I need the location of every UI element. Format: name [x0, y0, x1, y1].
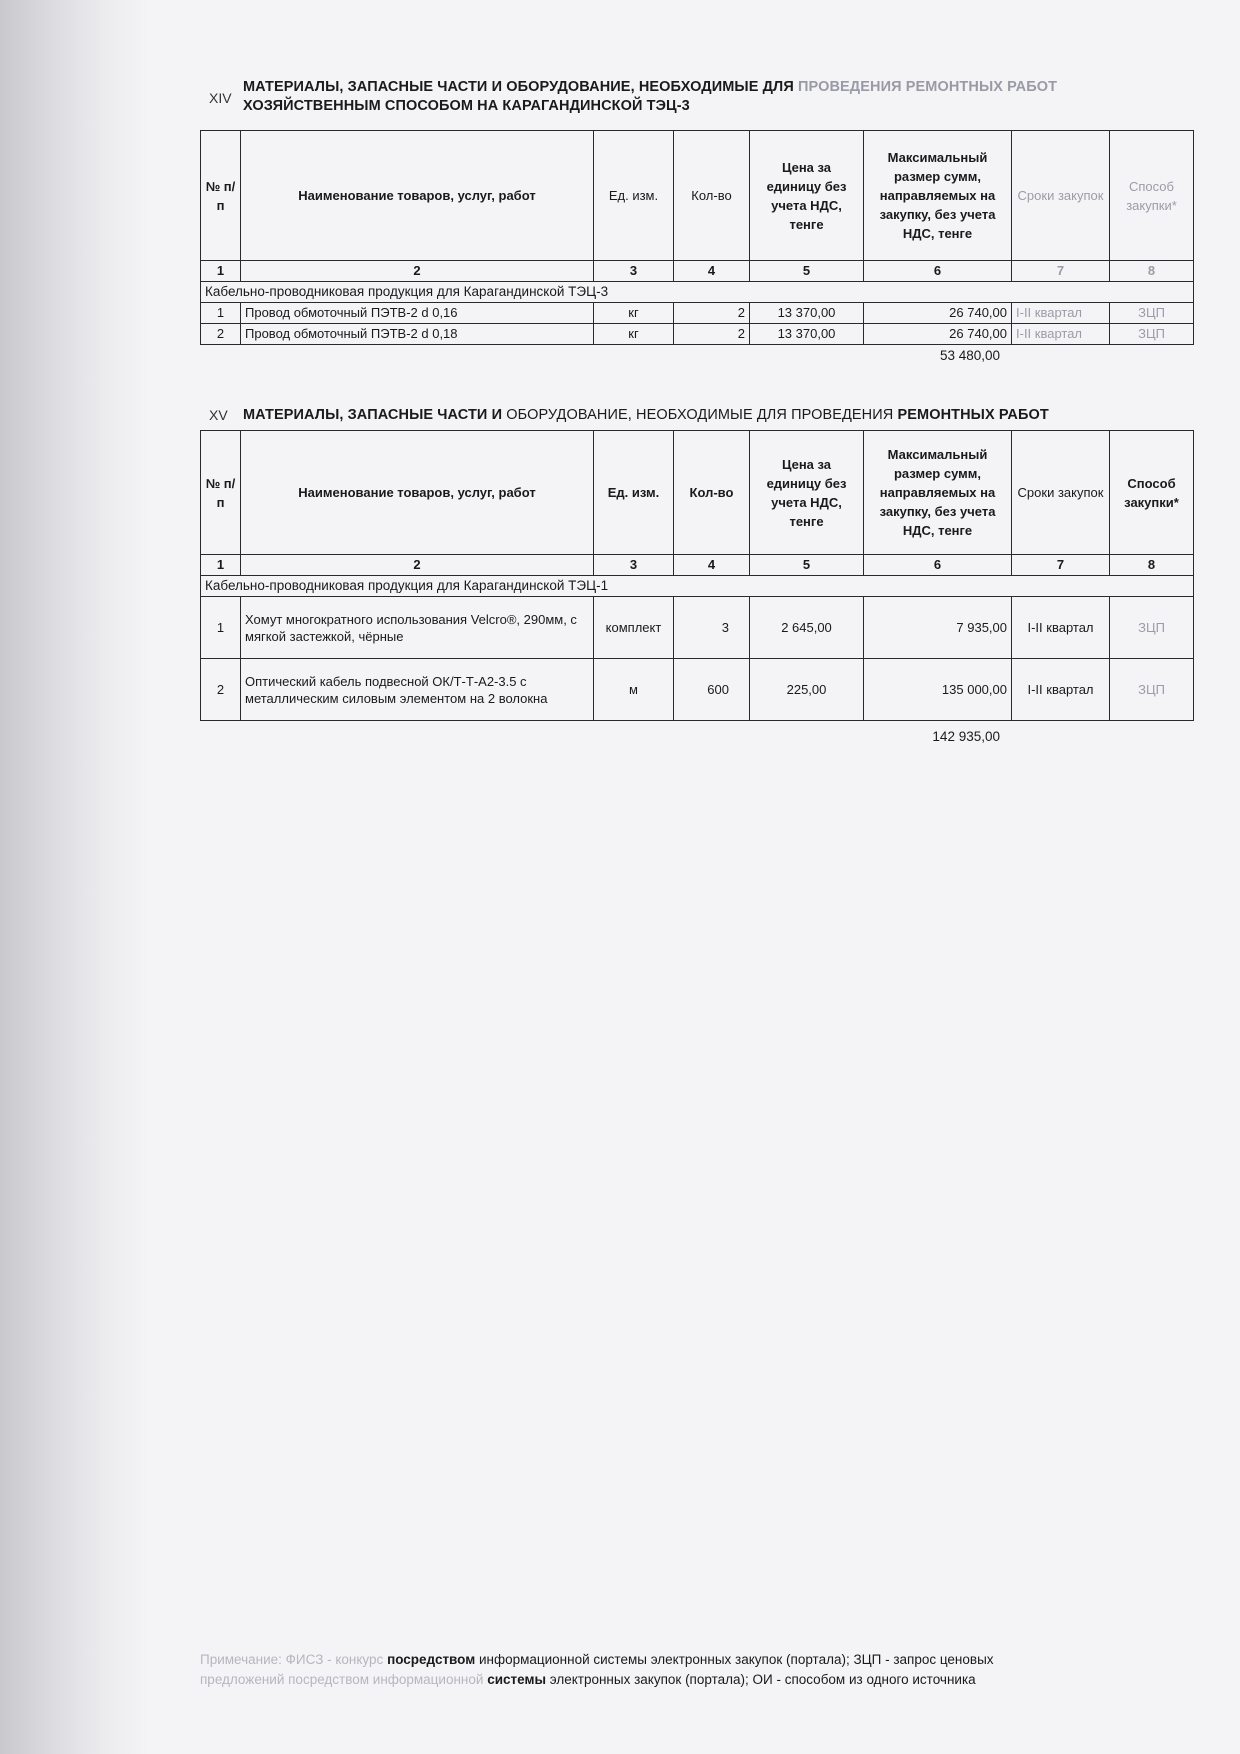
section-14-title	[243, 78, 1057, 116]
header-name: Наименование товаров, услуг, работ	[241, 431, 594, 555]
footer-line-1	[200, 1650, 1130, 1670]
section-15-table	[200, 430, 1194, 721]
header-sum: Максимальный размер сумм, направляемых на закупку, без учета НДС, тенге	[864, 131, 1012, 261]
footer-note	[200, 1650, 1130, 1690]
group-label: Кабельно-проводниковая продукция для Карагандинской ТЭЦ-3	[201, 282, 1194, 303]
cell-unit: кг	[594, 324, 674, 345]
footer-line-1-bold: посредством	[387, 1652, 476, 1667]
col-num: 6	[864, 555, 1012, 576]
section-14-title-faded: ПРОВЕДЕНИЯ РЕМОНТНЫХ РАБОТ	[797, 79, 1058, 95]
cell-method: ЗЦП	[1110, 303, 1194, 324]
col-num: 6	[864, 261, 1012, 282]
header-sum: Максимальный размер сумм, направляемых на закупку, без учета НДС, тенге	[864, 431, 1012, 555]
footer-line-2-faded: предложений посредством информационной	[200, 1672, 484, 1687]
footer-line-2	[200, 1670, 1130, 1690]
cell-qty: 2	[674, 303, 750, 324]
header-unit: Ед. изм.	[594, 431, 674, 555]
footer-line-2-bold: системы	[487, 1672, 546, 1687]
col-num: 8	[1110, 555, 1194, 576]
table-row	[201, 324, 1194, 345]
cell-price: 13 370,00	[750, 303, 864, 324]
cell-unit: комплект	[594, 597, 674, 659]
section-15-title	[243, 406, 1049, 425]
cell-method: ЗЦП	[1110, 659, 1194, 721]
header-unit: Ед. изм.	[594, 131, 674, 261]
cell-name: Хомут многократного использования Velcro®, 290мм, с мягкой застежкой, чёрные	[241, 597, 594, 659]
col-num: 1	[201, 555, 241, 576]
footer-line-2-rest: электронных закупок (портала); ОИ - способом из одного источника	[545, 1672, 976, 1687]
section-15-title-part3: РЕМОНТНЫХ РАБОТ	[897, 407, 1049, 423]
cell-unit: м	[594, 659, 674, 721]
col-num: 2	[241, 261, 594, 282]
cell-name: Провод обмоточный ПЭТВ-2 d 0,18	[241, 324, 594, 345]
cell-sum: 135 000,00	[864, 659, 1012, 721]
cell-price: 2 645,00	[750, 597, 864, 659]
section-14-title-dark: МАТЕРИАЛЫ, ЗАПАСНЫЕ ЧАСТИ И ОБОРУДОВАНИЕ, НЕОБХОДИМЫЕ ДЛЯ	[243, 79, 794, 95]
header-number: № п/п	[201, 431, 241, 555]
col-num: 8	[1110, 261, 1194, 282]
cell-number: 1	[201, 597, 241, 659]
header-price: Цена за единицу без учета НДС, тенге	[750, 431, 864, 555]
cell-unit: кг	[594, 303, 674, 324]
header-price: Цена за единицу без учета НДС, тенге	[750, 131, 864, 261]
header-method: Способ закупки*	[1110, 431, 1194, 555]
table-row	[201, 597, 1194, 659]
section-15-number: XV	[209, 407, 228, 423]
col-num: 7	[1012, 555, 1110, 576]
cell-qty: 3	[674, 597, 750, 659]
col-num: 4	[674, 555, 750, 576]
group-row	[201, 282, 1194, 303]
cell-method: ЗЦП	[1110, 597, 1194, 659]
cell-period: I-II квартал	[1012, 659, 1110, 721]
group-label: Кабельно-проводниковая продукция для Карагандинской ТЭЦ-1	[201, 576, 1194, 597]
header-period: Сроки закупок	[1012, 431, 1110, 555]
table-header-row	[201, 131, 1194, 261]
table-row	[201, 659, 1194, 721]
col-num: 7	[1012, 261, 1110, 282]
section-15-title-part1: МАТЕРИАЛЫ, ЗАПАСНЫЕ ЧАСТИ И	[243, 407, 507, 423]
col-num: 1	[201, 261, 241, 282]
col-num: 3	[594, 261, 674, 282]
column-number-row	[201, 261, 1194, 282]
section-15-total: 142 935,00	[932, 729, 1000, 744]
cell-sum: 7 935,00	[864, 597, 1012, 659]
col-num: 2	[241, 555, 594, 576]
table-header-row	[201, 431, 1194, 555]
section-14-title-line2: ХОЗЯЙСТВЕННЫМ СПОСОБОМ НА КАРАГАНДИНСКОЙ ТЭЦ-3	[243, 98, 690, 114]
cell-sum: 26 740,00	[864, 303, 1012, 324]
header-qty: Кол-во	[674, 431, 750, 555]
header-number: № п/п	[201, 131, 241, 261]
footer-line-1-faded: Примечание: ФИСЗ - конкурс	[200, 1652, 384, 1667]
col-num: 5	[750, 555, 864, 576]
cell-period: I-II квартал	[1012, 324, 1110, 345]
cell-price: 13 370,00	[750, 324, 864, 345]
cell-qty: 2	[674, 324, 750, 345]
col-num: 5	[750, 261, 864, 282]
header-name: Наименование товаров, услуг, работ	[241, 131, 594, 261]
cell-period: I-II квартал	[1012, 597, 1110, 659]
cell-number: 1	[201, 303, 241, 324]
header-method: Способ закупки*	[1110, 131, 1194, 261]
cell-period: I-II квартал	[1012, 303, 1110, 324]
cell-method: ЗЦП	[1110, 324, 1194, 345]
section-14-total: 53 480,00	[939, 348, 1000, 363]
cell-name: Провод обмоточный ПЭТВ-2 d 0,16	[241, 303, 594, 324]
cell-sum: 26 740,00	[864, 324, 1012, 345]
header-qty: Кол-во	[674, 131, 750, 261]
section-15-title-part2: ОБОРУДОВАНИЕ, НЕОБХОДИМЫЕ ДЛЯ ПРОВЕДЕНИЯ	[506, 407, 898, 423]
section-14-number: XIV	[209, 90, 232, 106]
section-14-table	[200, 130, 1194, 345]
group-row	[201, 576, 1194, 597]
cell-price: 225,00	[750, 659, 864, 721]
col-num: 3	[594, 555, 674, 576]
header-period: Сроки закупок	[1012, 131, 1110, 261]
col-num: 4	[674, 261, 750, 282]
cell-qty: 600	[674, 659, 750, 721]
cell-number: 2	[201, 659, 241, 721]
table-row	[201, 303, 1194, 324]
cell-number: 2	[201, 324, 241, 345]
cell-name: Оптический кабель подвесной ОК/Т-Т-А2-3.5 с металлическим силовым элементом на 2 волокна	[241, 659, 594, 721]
footer-line-1-rest: информационной системы электронных закупок (портала); ЗЦП - запрос ценовых	[475, 1652, 994, 1667]
column-number-row	[201, 555, 1194, 576]
